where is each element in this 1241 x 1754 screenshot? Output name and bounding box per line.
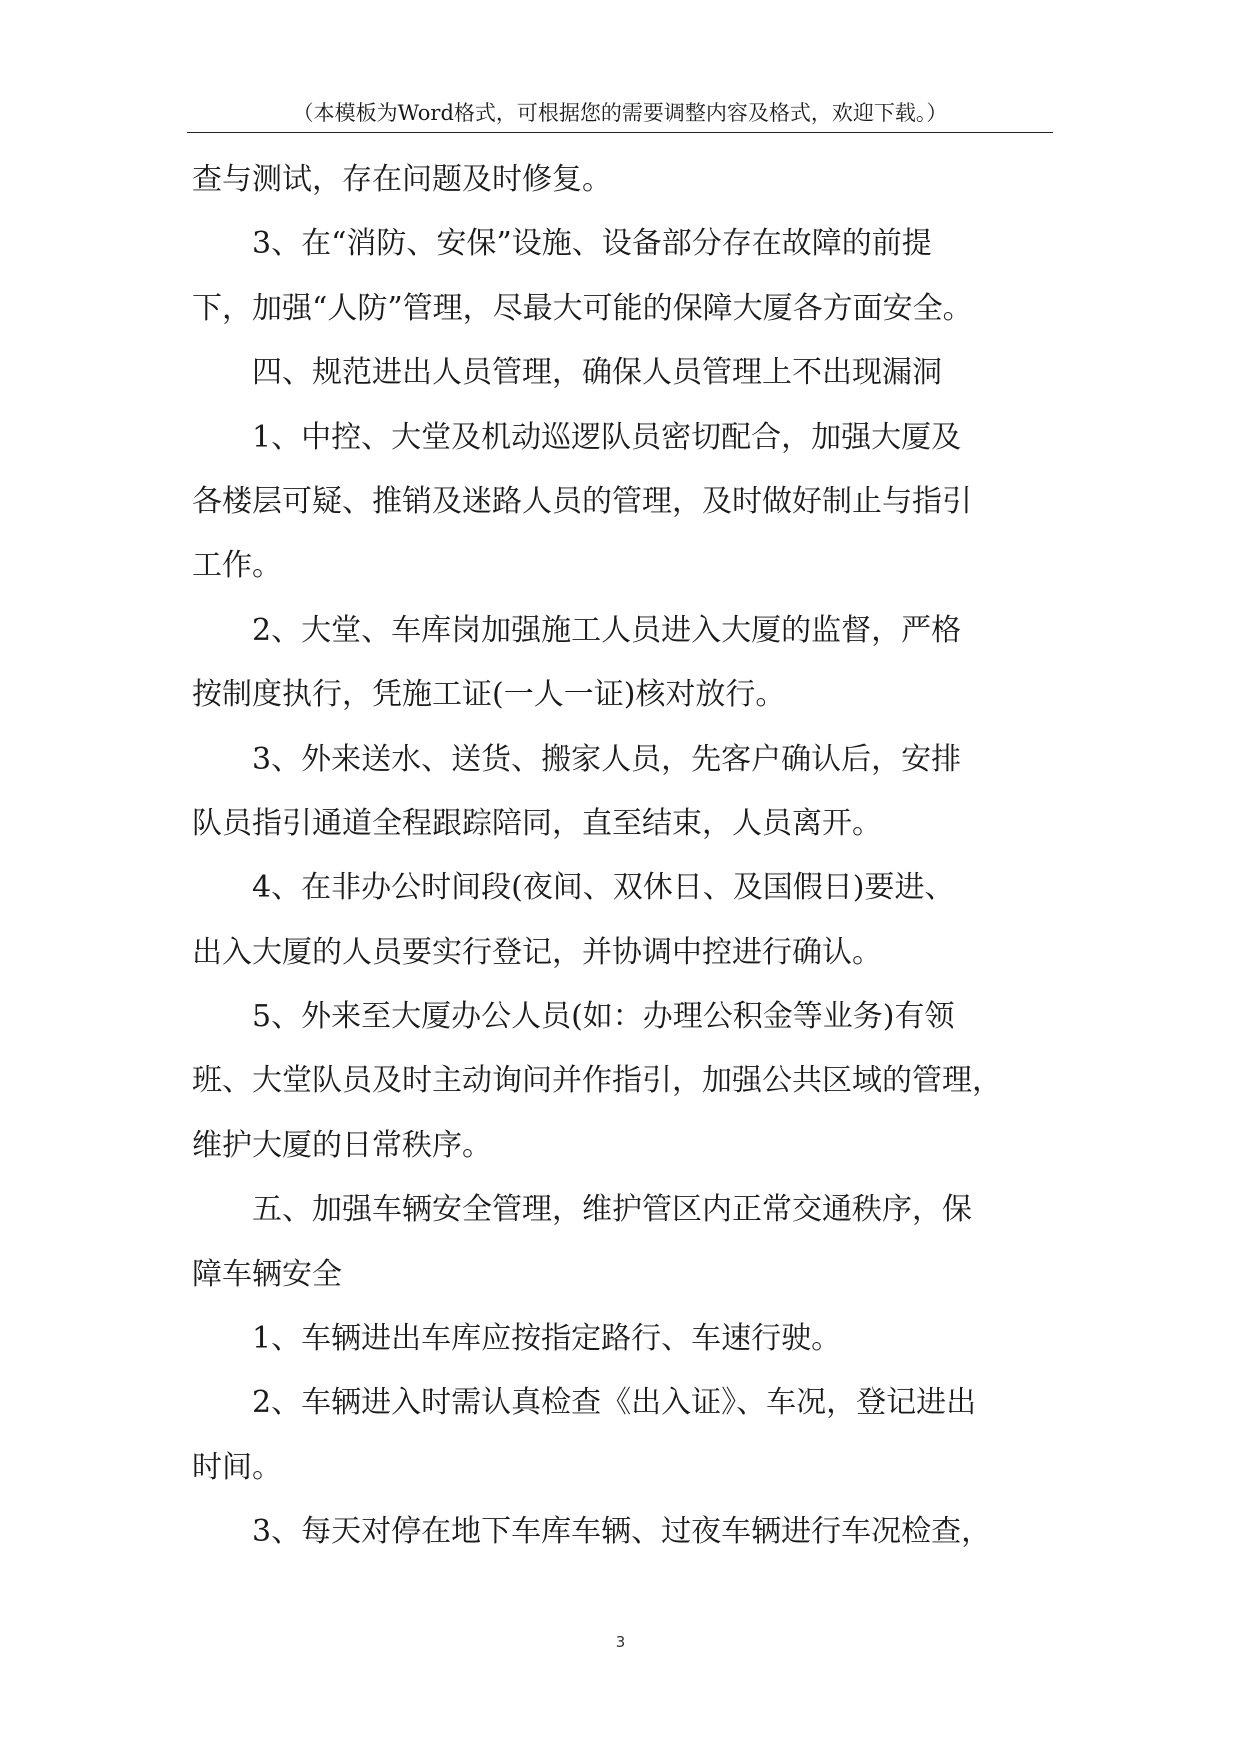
text-line-12: 4、在非办公时间段(夜间、双休日、及国假日)要进、 [252, 870, 955, 906]
template-note-header: （本模板为Word格式，可根据您的需要调整内容及格式，欢迎下载。） [292, 101, 948, 125]
text-line-13: 出入大厦的人员要实行登记，并协调中控进行确认。 [192, 934, 882, 970]
text-line-3: 下，加强“人防”管理，尽最大可能的保障大厦各方面安全。 [192, 290, 973, 326]
text-line-15: 班、大堂队员及时主动询问并作指引，加强公共区域的管理， [192, 1063, 1002, 1099]
text-line-22: 3、每天对停在地下车库车辆、过夜车辆进行车况检查， [252, 1514, 992, 1550]
text-line-20: 2、车辆进入时需认真检查《出入证》、车况，登记进出 [252, 1385, 977, 1421]
page-number: 3 [615, 1633, 626, 1651]
header-divider [187, 132, 1053, 133]
text-line-18: 障车辆安全 [192, 1256, 342, 1292]
text-line-5: 1、中控、大堂及机动巡逻队员密切配合，加强大厦及 [252, 419, 962, 455]
text-line-14: 5、外来至大厦办公人员(如：办理公积金等业务)有领 [252, 999, 955, 1035]
text-line-10: 3、外来送水、送货、搬家人员，先客户确认后，安排 [252, 741, 962, 777]
text-line-2: 3、在“消防、安保”设施、设备部分存在故障的前提 [252, 226, 932, 262]
text-line-6: 各楼层可疑、推销及迷路人员的管理，及时做好制止与指引 [192, 483, 972, 519]
section-heading-4: 四、规范进出人员管理，确保人员管理上不出现漏洞 [252, 355, 942, 391]
text-line-9: 按制度执行，凭施工证(一人一证)核对放行。 [192, 677, 786, 713]
document-body [192, 148, 1058, 1565]
text-line-7: 工作。 [192, 548, 282, 584]
text-line-16: 维护大厦的日常秩序。 [192, 1127, 492, 1163]
section-heading-5: 五、加强车辆安全管理，维护管区内正常交通秩序，保 [252, 1192, 972, 1228]
text-line-19: 1、车辆进出车库应按指定路行、车速行驶。 [252, 1321, 842, 1357]
text-line-21: 时间。 [192, 1449, 282, 1485]
text-line-11: 队员指引通道全程跟踪陪同，直至结束，人员离开。 [192, 805, 882, 841]
text-line-1: 查与测试，存在问题及时修复。 [192, 162, 612, 197]
text-line-8: 2、大堂、车库岗加强施工人员进入大厦的监督，严格 [252, 612, 962, 648]
